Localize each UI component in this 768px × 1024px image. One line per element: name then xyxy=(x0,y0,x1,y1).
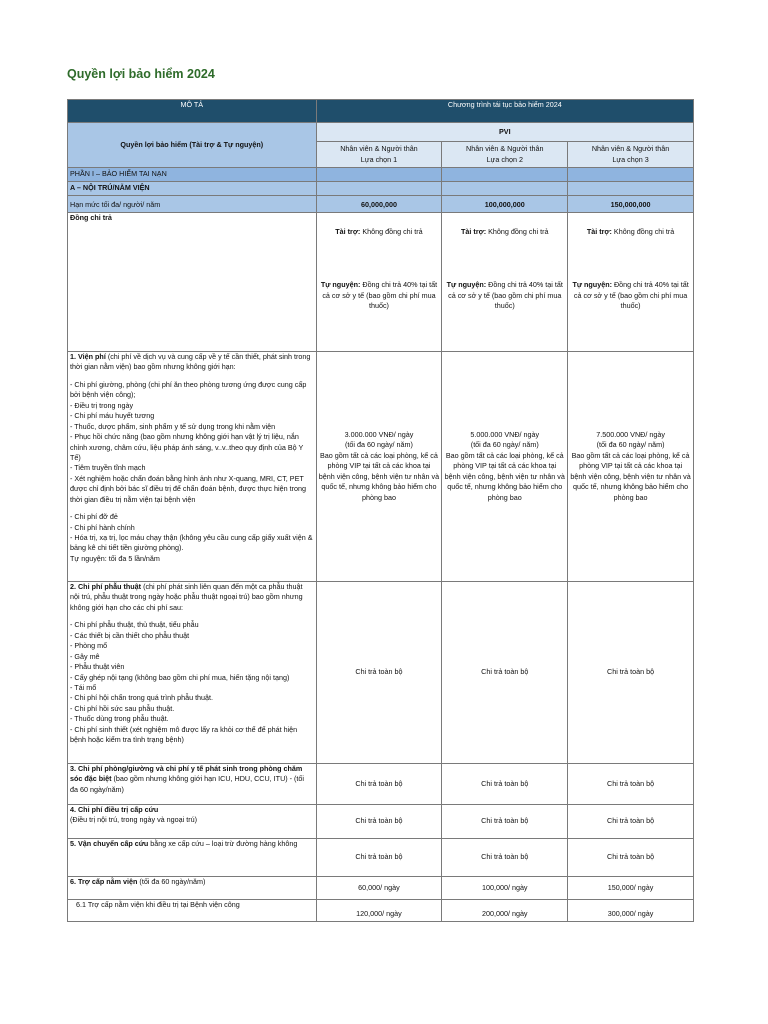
section-i-label: PHẦN I – BẢO HIỂM TAI NẠN xyxy=(68,168,317,182)
voluntary-label: Tự nguyện: xyxy=(320,280,361,290)
surgery-value-2: Chi trả toàn bộ xyxy=(442,582,568,764)
sponsor-label: Tài trợ: xyxy=(586,227,612,236)
ambulance-value-2: Chi trả toàn bộ xyxy=(442,839,568,877)
icu-value-2: Chi trả toàn bộ xyxy=(442,764,568,805)
insurer-header: PVI xyxy=(316,123,693,142)
surgery-intro: (chi phí phát sinh liên quan đến một ca phẫu thuật nội trú, phẫu thuật trong ngày hoặc phẫu thuật ngoại trú) bao gồm nhưng không giới hạn cho các chi phí sau: xyxy=(70,582,303,612)
daily-allowance-desc xyxy=(68,877,317,900)
daily-allowance-value-2: 100,000/ ngày xyxy=(442,877,568,900)
list-item: - Chi phí đỡ đẻ xyxy=(70,512,118,522)
emergency-title: 4. Chi phí điều trị cấp cứu xyxy=(70,805,159,814)
emergency-value-3: Chi trả toàn bộ xyxy=(568,805,694,839)
limit-label: Hạn mức tối đa/ người/ năm xyxy=(68,196,317,213)
list-item: - Thuốc, dược phẩm, sinh phẩm y tế sử dụng trong khi nằm viện xyxy=(70,421,276,431)
benefits-table xyxy=(67,99,694,922)
voluntary-label: Tự nguyện: xyxy=(572,280,612,290)
copay-cell-3 xyxy=(568,213,694,352)
emergency-desc xyxy=(68,805,317,839)
list-item: - Tái mổ xyxy=(70,682,97,692)
hospital-fee-title: 1. Viện phí xyxy=(70,352,106,361)
hospital-fee-value-2 xyxy=(442,352,568,582)
public-allowance-row xyxy=(68,900,694,922)
copay-cell-2 xyxy=(442,213,568,352)
copay-cell-1 xyxy=(316,213,442,352)
icu-value-3: Chi trả toàn bộ xyxy=(568,764,694,805)
daily-allowance-value-1: 60,000/ ngày xyxy=(316,877,442,900)
icu-desc xyxy=(68,764,317,805)
hospital-fee-intro: (chi phí về dịch vụ và cung cấp về y tế cần thiết, phát sinh trong thời gian nằm viện) bao gồm nhưng không giới hạn: xyxy=(70,352,311,372)
empty-cell xyxy=(568,168,694,182)
emergency-value-2: Chi trả toàn bộ xyxy=(442,805,568,839)
option-1-group: Nhân viên & Người thân xyxy=(340,144,418,154)
desc-header: MÔ TẢ xyxy=(68,100,317,123)
room-note: Bao gồm tất cả các loại phòng, kể cả phòng VIP tại tất cả các khoa tại bệnh viện công, bệnh viện tư nhân và quốc tế, nhưng không bảo hiểm cho phòng bao xyxy=(570,450,691,502)
voluntary-text: Đồng chi trả 40% tại tất cả cơ sở y tế (bao gồm chi phí mua thuốc) xyxy=(322,280,438,311)
voluntary-label: Tự nguyện: xyxy=(446,280,487,290)
sponsor-text: Không đồng chi trả xyxy=(611,227,675,236)
ambulance-value-1: Chi trả toàn bộ xyxy=(316,839,442,877)
empty-cell xyxy=(442,182,568,196)
list-item: - Chi phí hội chẩn trong quá trình phẫu thuật. xyxy=(70,693,214,703)
option-2-group: Nhân viên & Người thân xyxy=(466,144,544,154)
list-item: - Chi phí sinh thiết (xét nghiệm mô được lấy ra khỏi cơ thể để phát hiện bệnh hoặc kiểm tra tình trạng bệnh) xyxy=(70,724,298,745)
list-item: - Phục hồi chức năng (bao gồm nhưng không giới hạn vật lý trị liệu, nắn chỉnh xương, châm cứu, liệu pháp ánh sáng, v..v..theo quy định của Bộ Y Tế) xyxy=(70,432,304,462)
page-title: Quyền lợi bảo hiểm 2024 xyxy=(67,67,215,81)
limit-value-1: 60,000,000 xyxy=(316,196,442,213)
icu-row xyxy=(68,764,694,805)
section-row xyxy=(68,168,694,182)
public-allowance-label: 6.1 Trợ cấp nằm viện khi điều trị tại Bệnh viện công xyxy=(68,900,317,922)
ambulance-desc xyxy=(68,839,317,877)
list-item: - Chi phí giường, phòng (chi phí ăn theo phòng tương ứng được cung cấp bởi bệnh viện công); xyxy=(70,379,307,400)
surgery-value-1: Chi trả toàn bộ xyxy=(316,582,442,764)
max-days: (tối đa 60 ngày/ năm) xyxy=(596,440,665,450)
list-item: - Chi phí máu huyết tương xyxy=(70,411,155,421)
empty-cell xyxy=(568,182,694,196)
list-item: - Điều trị trong ngày xyxy=(70,400,134,410)
limit-value-3: 150,000,000 xyxy=(568,196,694,213)
list-item: - Phẫu thuật viên xyxy=(70,662,125,672)
daily-rate: 7.500.000 VNĐ/ ngày xyxy=(596,429,665,439)
limit-value-2: 100,000,000 xyxy=(442,196,568,213)
max-days: (tối đa 60 ngày/ năm) xyxy=(345,440,413,450)
daily-allowance-title: 6. Trợ cấp nằm viện xyxy=(70,877,138,886)
option-3-group: Nhân viên & Người thân xyxy=(591,144,670,154)
room-note: Bao gồm tất cả các loại phòng, kể cả phòng VIP tại tất cả các khoa tại bệnh viện công, bệnh viện tư nhân và quốc tế, nhưng không bảo hiểm cho phòng bao xyxy=(318,450,440,502)
surgery-desc xyxy=(68,582,317,764)
voluntary-text: Đồng chi trả 40% tại tất cả cơ sở y tế (bao gồm chi phí mua thuốc) xyxy=(448,280,563,311)
emergency-value-1: Chi trả toàn bộ xyxy=(316,805,442,839)
list-item: - Hóa trị, xạ trị, lọc máu chạy thận (không yêu cầu cung cấp giấy xuất viện & bảng kê chi tiết tiền giường phòng). xyxy=(70,533,313,553)
emergency-row xyxy=(68,805,694,839)
list-item: - Chi phí hành chính xyxy=(70,522,135,532)
option-3-header xyxy=(568,142,694,168)
icu-detail: (bao gồm nhưng không giới hạn ICU, HDU, CCU, ITU) - (tối đa 60 ngày/năm) xyxy=(70,774,305,794)
copay-label: Đồng chi trả xyxy=(68,213,317,352)
sponsor-label: Tài trợ: xyxy=(335,227,361,236)
insurer-row xyxy=(68,123,694,142)
empty-cell xyxy=(316,182,442,196)
icu-title: 3. Chi phí phòng/giường và chi phí y tế phát sinh trong phòng chăm sóc đặc biệt xyxy=(70,764,303,784)
list-item: - Tiêm truyền tĩnh mạch xyxy=(70,463,146,473)
limit-row xyxy=(68,196,694,213)
daily-rate: 3.000.000 VNĐ/ ngày xyxy=(344,429,414,439)
public-allowance-value-3: 300,000/ ngày xyxy=(568,900,694,922)
list-item: - Cấy ghép nội tạng (không bao gồm chi phí mua, hiến tặng nội tạng) xyxy=(70,672,290,682)
list-item: - Xét nghiệm hoặc chẩn đoán bằng hình ảnh như X-quang, MRI, CT, PET được chỉ định bởi bác sĩ điều trị để chẩn đoán bệnh, được thực hiện trong thời gian điều trị nằm viện tại bệnh viện xyxy=(70,473,306,504)
copay-row xyxy=(68,213,694,352)
option-1-header xyxy=(316,142,442,168)
ambulance-value-3: Chi trả toàn bộ xyxy=(568,839,694,877)
list-item: - Phòng mổ xyxy=(70,641,108,651)
icu-value-1: Chi trả toàn bộ xyxy=(316,764,442,805)
hospital-fee-value-1 xyxy=(316,352,442,582)
surgery-value-3: Chi trả toàn bộ xyxy=(568,582,694,764)
section-a-label: A – NỘI TRÚ/NẰM VIỆN xyxy=(68,182,317,196)
ambulance-title: 5. Vận chuyển cấp cứu xyxy=(70,839,149,848)
max-days: (tối đa 60 ngày/ năm) xyxy=(470,440,539,450)
surgery-row xyxy=(68,582,694,764)
option-1-name: Lựa chọn 1 xyxy=(360,154,398,164)
sponsor-text: Không đồng chi trả xyxy=(486,227,549,236)
daily-allowance-value-3: 150,000/ ngày xyxy=(568,877,694,900)
option-2-header xyxy=(442,142,568,168)
hospital-fee-value-3 xyxy=(568,352,694,582)
sponsor-text: Không đồng chi trả xyxy=(360,227,423,236)
daily-rate: 5.000.000 VNĐ/ ngày xyxy=(470,429,540,439)
list-item: - Thuốc dùng trong phẫu thuật. xyxy=(70,714,169,724)
option-3-name: Lựa chọn 3 xyxy=(612,154,649,164)
subsection-row xyxy=(68,182,694,196)
public-allowance-value-2: 200,000/ ngày xyxy=(442,900,568,922)
voluntary-text: Đồng chi trả 40% tại tất cả cơ sở y tế (bao gồm chi phí mua thuốc) xyxy=(573,280,689,311)
emergency-detail: (Điều trị nội trú, trong ngày và ngoại trú) xyxy=(70,815,198,825)
room-note: Bao gồm tất cả các loại phòng, kể cả phòng VIP tại tất cả các khoa tại bệnh viện công, bệnh viện tư nhân và quốc tế, nhưng không bảo hiểm cho phòng bao xyxy=(444,450,565,502)
hospital-fee-desc xyxy=(68,352,317,582)
list-item: - Chi phí phẫu thuật, thủ thuật, tiểu phẫu xyxy=(70,620,199,630)
ambulance-detail: bằng xe cấp cứu – loại trừ đường hàng không xyxy=(148,839,298,848)
table-header-row xyxy=(68,100,694,123)
list-item: - Gây mê xyxy=(70,651,100,661)
sponsor-label: Tài trợ: xyxy=(461,227,487,236)
benefit-header: Quyền lợi bảo hiểm (Tài trợ & Tự nguyện) xyxy=(68,123,317,168)
hospital-fee-row xyxy=(68,352,694,582)
empty-cell xyxy=(442,168,568,182)
daily-allowance-detail: (tối đa 60 ngày/năm) xyxy=(137,877,206,886)
option-2-name: Lựa chọn 2 xyxy=(486,154,523,164)
public-allowance-value-1: 120,000/ ngày xyxy=(316,900,442,922)
list-item: - Chi phí hồi sức sau phẫu thuật. xyxy=(70,703,175,713)
daily-allowance-row xyxy=(68,877,694,900)
list-item: - Các thiết bị cần thiết cho phẫu thuật xyxy=(70,630,190,640)
ambulance-row xyxy=(68,839,694,877)
list-item: Tự nguyện: tối đa 5 lần/năm xyxy=(70,553,160,563)
empty-cell xyxy=(316,168,442,182)
program-header: Chương trình tái tục bảo hiểm 2024 xyxy=(316,100,693,123)
surgery-title: 2. Chi phí phẫu thuật xyxy=(70,582,142,591)
